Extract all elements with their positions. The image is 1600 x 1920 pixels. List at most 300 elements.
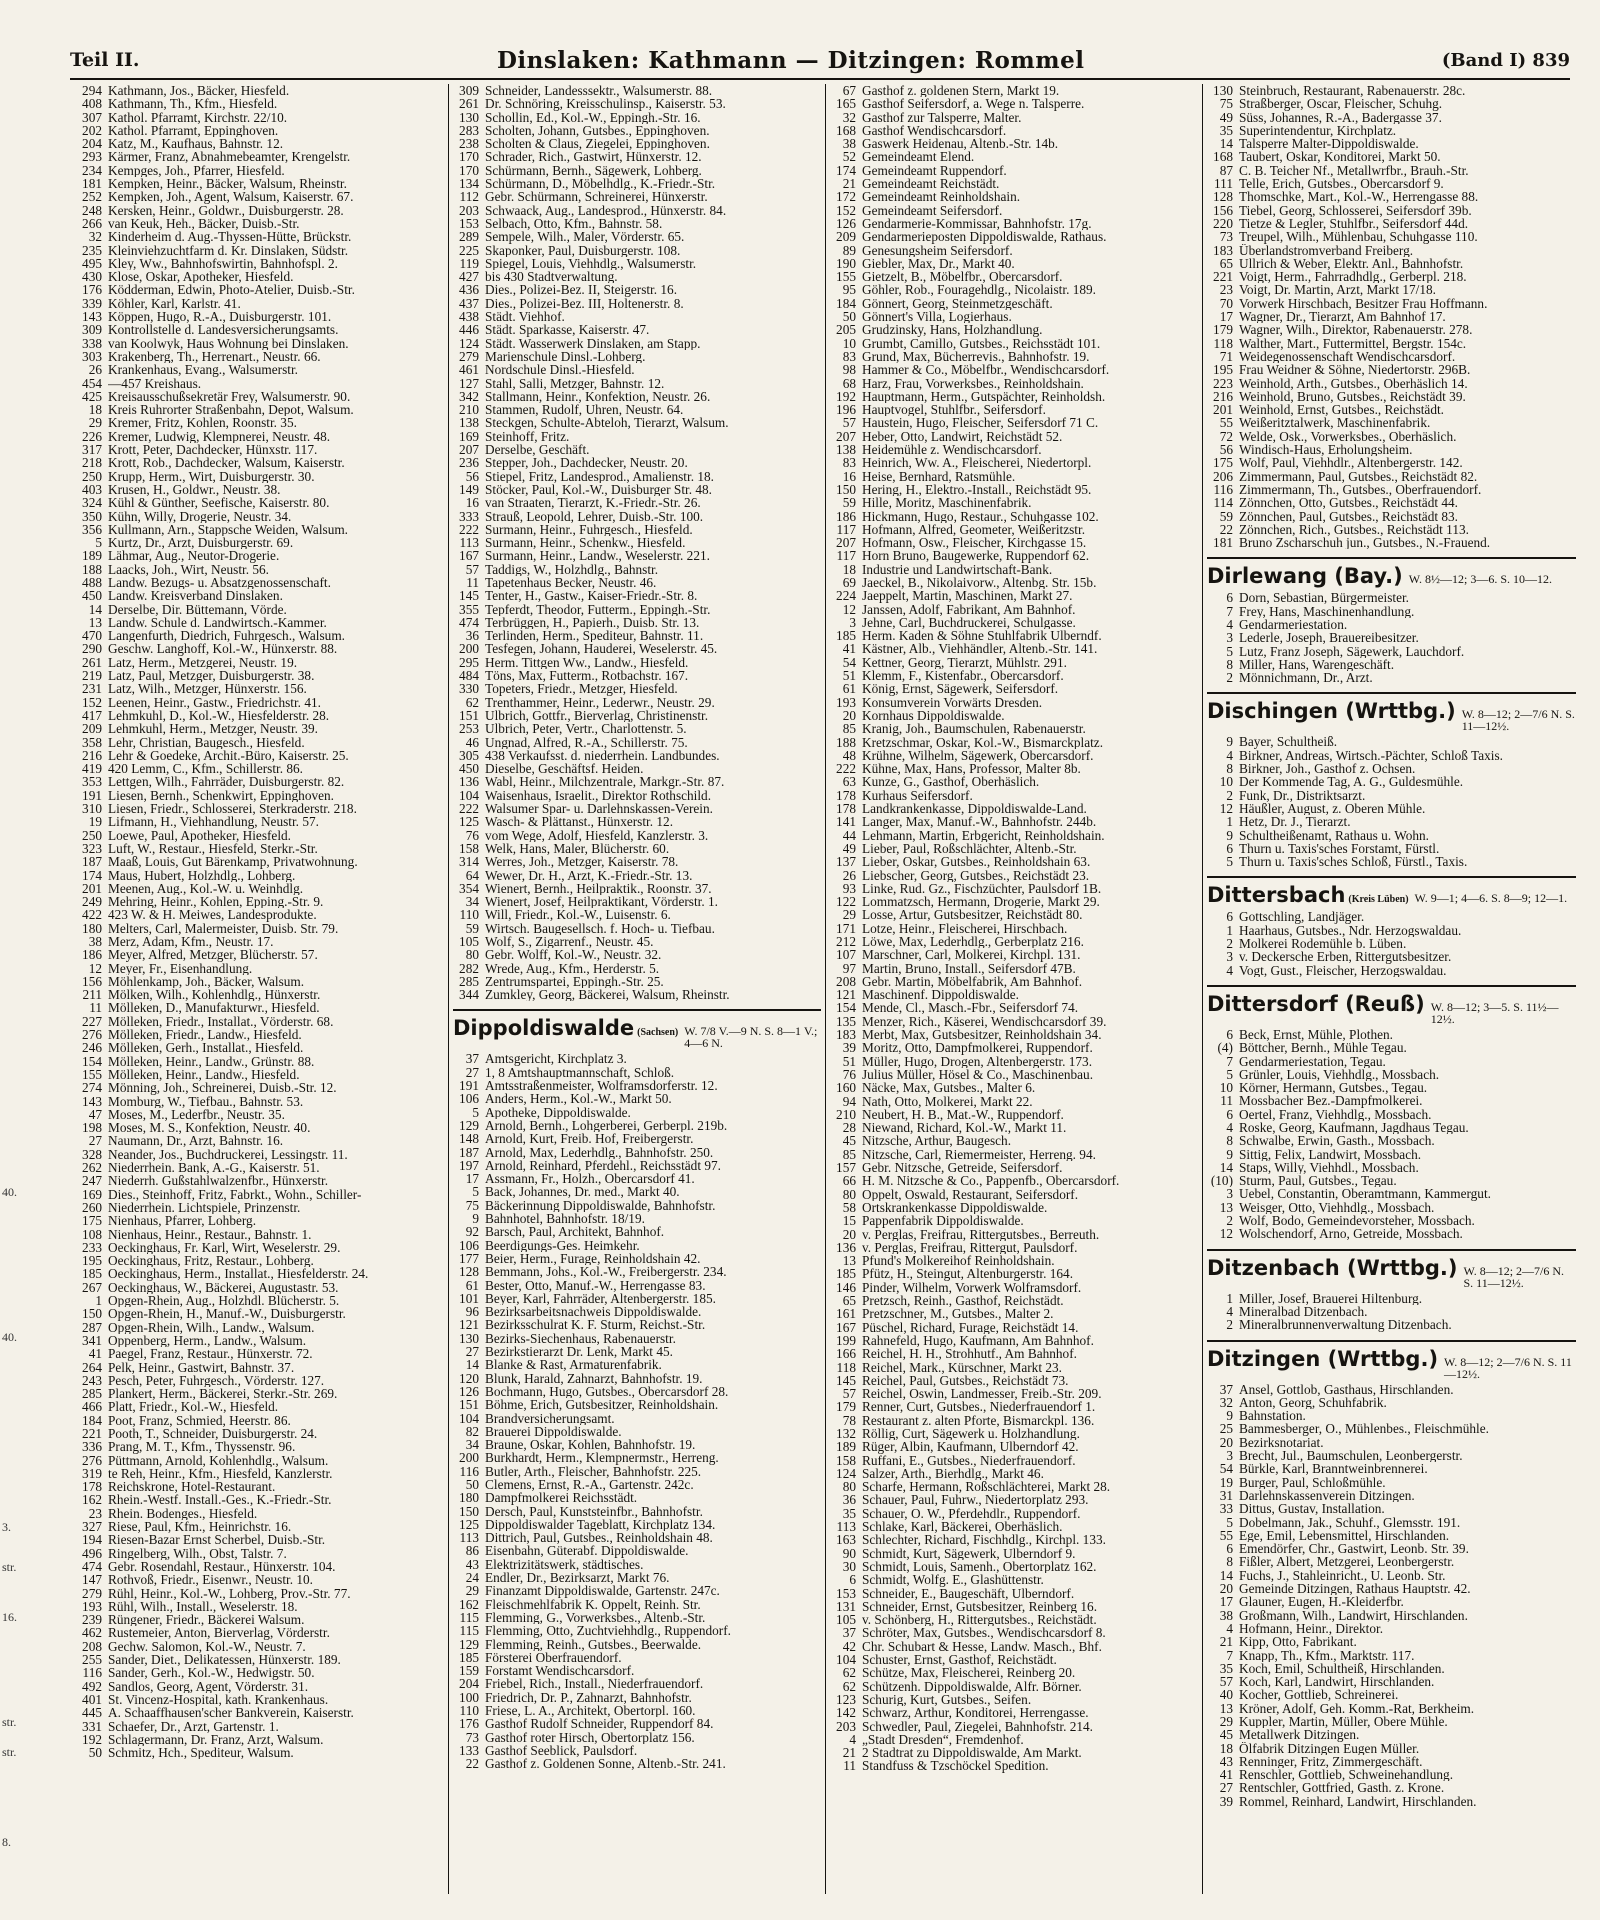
margin-mark: 8.: [2, 1835, 11, 1849]
listing-entry: [76, 1467, 444, 1480]
phone-number: 18: [1219, 1741, 1233, 1755]
listing-entry: [76, 390, 444, 403]
listing-entry: [1207, 815, 1576, 828]
subscriber-name: Bezirksarbeitsnachweis Dippoldiswalde.: [485, 1305, 702, 1319]
listing-entry: [830, 1653, 1198, 1666]
listing-entry: [830, 1414, 1198, 1427]
subscriber-name: Weisger, Otto, Viehhdlg., Mossbach.: [1239, 1200, 1435, 1215]
subscriber-name: Bester, Otto, Manuf.-W., Herrengasse 83.: [485, 1278, 706, 1292]
subscriber-name: Landw. Bezugs- u. Absatzgenossenschaft.: [108, 575, 331, 590]
listing-entry: [830, 1307, 1198, 1320]
phone-number: 234: [82, 163, 102, 178]
subscriber-name: Luft, W., Restaur., Hiesfeld, Sterkr.-Str.: [108, 841, 318, 856]
listing-entry: [76, 1374, 444, 1387]
phone-number: 17: [1219, 310, 1233, 324]
subscriber-name: Gönnert, Georg, Steinmetzgeschäft.: [862, 296, 1053, 311]
listing-entry: [453, 416, 821, 429]
place-heading: [1207, 557, 1576, 588]
phone-number: 76: [465, 828, 479, 842]
listing-entry: [830, 962, 1198, 975]
listing-entry: [1207, 416, 1576, 429]
subscriber-name: Ege, Emil, Lebensmittel, Hirschlanden.: [1239, 1528, 1450, 1543]
phone-number: 58: [842, 1200, 856, 1215]
place-name: Ditzenbach (Wrttbg.): [1207, 1255, 1458, 1280]
subscriber-name: Kremer, Fritz, Kohlen, Roonstr. 35.: [108, 416, 297, 430]
subscriber-name: v. Perglas, Freifrau, Rittergutsbes., Berreuth.: [862, 1227, 1100, 1241]
subscriber-name: Tiebel, Georg, Schlosserei, Seifersdorf 39b.: [1239, 203, 1472, 217]
phone-number: 4: [849, 1732, 856, 1747]
listing-entry: [453, 576, 821, 589]
subscriber-name: Kathmann, Jos., Bäcker, Hiesfeld.: [108, 84, 290, 98]
phone-number: 430: [82, 270, 102, 284]
subscriber-name: Marschner, Carl, Molkerei, Kirchpl. 131.: [862, 948, 1081, 962]
subscriber-name: Surmann, Heinr., Fuhrgesch., Hiesfeld.: [485, 522, 693, 537]
phone-number: 261: [459, 97, 479, 111]
listing-entry: [453, 975, 821, 988]
listing-entry: [830, 350, 1198, 363]
phone-number: 174: [82, 868, 102, 882]
phone-number: 9: [1226, 1147, 1233, 1161]
listing-entry: [76, 124, 444, 137]
phone-number: 323: [82, 841, 102, 856]
subscriber-name: Weißeritztalwerk, Maschinenfabrik.: [1239, 416, 1431, 430]
phone-number: 30: [842, 1559, 856, 1574]
subscriber-name: Ullrich & Weber, Elektr. Anl., Bahnhofstr.: [1239, 256, 1464, 271]
office-hours: W. 8—12; 3—5. S. 11½—12½.: [1430, 999, 1559, 1026]
listing-entry: [1207, 124, 1576, 137]
listing-entry: [1207, 1121, 1576, 1134]
listing-entry: [830, 1573, 1198, 1586]
subscriber-name: Schneider, Landesssektr., Walsumerstr. 88.: [485, 84, 713, 98]
subscriber-name: Wolschendorf, Arno, Getreide, Mossbach.: [1239, 1227, 1463, 1241]
subscriber-name: Dittrich, Paul, Gutsbes., Reinholdshain 48.: [485, 1531, 713, 1545]
phone-number: 104: [836, 1653, 856, 1667]
subscriber-name: „Stadt Dresden“, Fremdenhof.: [862, 1732, 1024, 1747]
phone-number: 72: [1219, 429, 1233, 444]
listing-entry: [830, 1613, 1198, 1626]
listing-entry: [76, 150, 444, 163]
listing-entry: [1207, 84, 1576, 97]
listing-entry: [830, 762, 1198, 775]
phone-number: 324: [82, 496, 102, 510]
listing-entry: [830, 1321, 1198, 1334]
listing-entry: [1207, 1462, 1576, 1475]
listing-entry: [1207, 658, 1576, 671]
listing-entry: [453, 443, 821, 456]
subscriber-name: Gebr. Nitzsche, Getreide, Seifersdorf.: [862, 1161, 1063, 1175]
phone-number: 100: [459, 1690, 479, 1705]
subscriber-name: Göhler, Rob., Fouragehdlg., Nicolaistr. 189.: [862, 283, 1096, 297]
listing-entry: [830, 297, 1198, 310]
listing-entry: [830, 1547, 1198, 1560]
phone-number: 9: [1226, 828, 1233, 842]
phone-number: 4: [1226, 1621, 1233, 1636]
subscriber-name: Opgen-Rhein, Aug., Holzhdl. Blücherstr. 5.: [108, 1294, 340, 1308]
listing-entry: [830, 257, 1198, 270]
subscriber-name: Hille, Moritz, Maschinenfabrik.: [862, 496, 1032, 510]
office-hours: W. 8—12; 2—7/6 N. S. 11—12½.: [1444, 1354, 1572, 1381]
listing-entry: [453, 1677, 821, 1690]
subscriber-name: Niederrhein. Bank, A.-G., Kaiserstr. 51.: [108, 1161, 320, 1175]
phone-number: 130: [459, 110, 479, 124]
listing-entry: [830, 829, 1198, 842]
phone-number: 169: [459, 429, 479, 444]
office-hours: W. 9—1; 4—6. S. 8—9; 12—1.: [1414, 891, 1568, 906]
phone-number: 266: [82, 216, 102, 231]
subscriber-name: Dorn, Sebastian, Bürgermeister.: [1239, 591, 1409, 605]
phone-number: 204: [82, 137, 102, 151]
subscriber-name: Liesen, Friedr., Schlosserei, Sterkraderstr. 218.: [108, 802, 357, 816]
listing-entry: [1207, 1409, 1576, 1422]
place-heading: [1207, 876, 1576, 907]
subscriber-name: Elektrizitätswerk, städtisches.: [485, 1557, 644, 1572]
phone-number: 186: [836, 509, 856, 523]
phone-number: 119: [459, 256, 479, 271]
listing-entry: [830, 922, 1198, 935]
phone-number: 438: [459, 310, 479, 324]
phone-number: 54: [1219, 1462, 1233, 1476]
listing-entry: [830, 111, 1198, 124]
listing-entry: [830, 709, 1198, 722]
subscriber-name: Schollin, Ed., Kol.-W., Eppingh.-Str. 16.: [485, 110, 701, 124]
subscriber-name: Forstamt Wendischcarsdorf.: [485, 1664, 635, 1678]
phone-number: 13: [1219, 1200, 1233, 1215]
phone-number: 187: [459, 1145, 479, 1159]
subscriber-name: Amtsstraßenmeister, Wolframsdorferstr. 12.: [485, 1079, 718, 1093]
listing-entry: [76, 470, 444, 483]
phone-number: 236: [459, 456, 479, 470]
phone-number: 203: [459, 203, 479, 217]
subscriber-name: Nath, Otto, Molkerei, Markt 22.: [862, 1094, 1033, 1108]
phone-number: 96: [465, 1305, 479, 1319]
subscriber-name: Möhlenkamp, Joh., Bäcker, Walsum.: [108, 974, 305, 989]
phone-number: 21: [842, 1746, 856, 1760]
listing-entry: [830, 1028, 1198, 1041]
margin-mark: 40.: [2, 1330, 17, 1344]
subscriber-name: Kersken, Heinr., Goldwr., Duisburgerstr. 28.: [108, 203, 344, 217]
subscriber-name: Heber, Otto, Landwirt, Reichstädt 52.: [862, 429, 1063, 444]
listing-entry: [453, 669, 821, 682]
subscriber-name: Derselbe, Geschäft.: [485, 443, 590, 457]
listing-entry: [830, 882, 1198, 895]
phone-number: 191: [82, 788, 102, 803]
listing-entry: [76, 908, 444, 921]
listing-entry: [1207, 1516, 1576, 1529]
phone-number: 446: [459, 323, 479, 337]
phone-number: 5: [472, 1105, 479, 1119]
subscriber-name: vom Wege, Adolf, Hiesfeld, Kanzlerstr. 3.: [485, 828, 709, 842]
subscriber-name: Sturm, Paul, Gutsbes., Tegau.: [1239, 1174, 1397, 1188]
listing-entry: [76, 1148, 444, 1161]
listing-entry: [76, 270, 444, 283]
subscriber-name: Mölleken, D., Manufakturwr., Hiesfeld.: [108, 1001, 320, 1015]
phone-number: 209: [836, 230, 856, 244]
phone-number: 2: [1226, 788, 1233, 802]
phone-number: 167: [459, 549, 479, 563]
subscriber-name: Burger, Paul, Schloßmühle.: [1239, 1475, 1386, 1489]
phone-number: 108: [82, 1227, 102, 1241]
listing-entry: [1207, 1449, 1576, 1462]
listing-entry: [830, 895, 1198, 908]
listing-entry: [453, 563, 821, 576]
listing-entry: [1207, 483, 1576, 496]
phone-number: 22: [465, 1757, 479, 1771]
listing-entry: [1207, 1383, 1576, 1396]
phone-number: 136: [836, 1240, 856, 1255]
subscriber-name: Eisenbahn, Güterabf. Dippoldiswalde.: [485, 1544, 689, 1558]
margin-mark: str.: [2, 1715, 17, 1729]
subscriber-name: Hauptmann, Herm., Gutspächter, Reinholdsh.: [862, 389, 1106, 404]
phone-number: 104: [459, 788, 479, 803]
phone-number: 450: [459, 762, 479, 776]
listing-entry: [76, 1600, 444, 1613]
phone-number: 167: [836, 1320, 856, 1334]
listing-entry: [453, 1212, 821, 1225]
phone-number: 8: [1226, 1555, 1233, 1569]
listing-entry: [76, 1321, 444, 1334]
phone-number: 248: [82, 203, 102, 217]
phone-number: 157: [836, 1161, 856, 1175]
listing-entry: [76, 1041, 444, 1054]
subscriber-name: Gebr. Wolff, Kol.-W., Neustr. 32.: [485, 948, 662, 962]
office-hours: W. 7/8 V.—9 N. S. 8—1 V.; 4—6 N.: [684, 1024, 818, 1051]
phone-number: 82: [465, 1424, 479, 1439]
listing-entry: [76, 363, 444, 376]
listing-entry: [830, 1480, 1198, 1493]
phone-number: 69: [842, 575, 856, 590]
phone-number: 86: [465, 1544, 479, 1558]
phone-number: 4: [1226, 963, 1233, 977]
phone-number: 110: [459, 908, 479, 922]
listing-entry: [76, 962, 444, 975]
phone-number: 355: [459, 602, 479, 616]
listing-entry: [830, 363, 1198, 376]
listing-entry: [830, 1587, 1198, 1600]
phone-number: 22: [1219, 522, 1233, 537]
phone-number: 5: [1226, 855, 1233, 869]
listing-entry: [1207, 323, 1576, 336]
listing-entry: [1207, 310, 1576, 323]
subscriber-name: Blanke & Rast, Armaturenfabrik.: [485, 1358, 662, 1372]
listing-entry: [76, 283, 444, 296]
phone-number: (4): [1217, 1041, 1233, 1055]
subscriber-name: Kühl & Günther, Seefische, Kaiserstr. 80.: [108, 496, 330, 510]
phone-number: 211: [82, 988, 102, 1002]
listing-entry: [1207, 1702, 1576, 1715]
subscriber-name: Friebel, Rich., Install., Niederfrauendorf.: [485, 1677, 704, 1691]
listing-entry: [76, 576, 444, 589]
phone-number: 294: [82, 84, 102, 98]
listing-entry: [830, 337, 1198, 350]
subscriber-name: Oertel, Franz, Viehhdlg., Mossbach.: [1239, 1107, 1432, 1121]
phone-number: 95: [842, 283, 856, 297]
listing-entry: [453, 962, 821, 975]
subscriber-name: Grünler, Louis, Viehhdlg., Mossbach.: [1239, 1067, 1440, 1082]
subscriber-name: Reichel, Paul, Gutsbes., Reichstädt 73.: [862, 1373, 1069, 1388]
phone-number: 112: [459, 190, 479, 204]
listing-entry: [830, 1520, 1198, 1533]
listing-entry: [76, 762, 444, 775]
subscriber-name: Kocher, Gottlieb, Schreinerei.: [1239, 1688, 1399, 1702]
phone-number: 408: [82, 97, 102, 111]
listing-entry: [830, 1746, 1198, 1759]
listing-entry: [76, 297, 444, 310]
subscriber-name: Hering, H., Elektro.-Install., Reichstädt 95.: [862, 482, 1092, 497]
phone-number: 73: [465, 1730, 479, 1744]
subscriber-name: Rüngener, Friedr., Bäckerei Walsum.: [108, 1613, 305, 1627]
listing-entry: [1207, 1318, 1576, 1331]
listing-entry: [76, 709, 444, 722]
phone-number: 148: [459, 1132, 479, 1146]
listing-entry: [830, 1467, 1198, 1480]
listing-entry: [453, 709, 821, 722]
subscriber-name: Bahnhotel, Bahnhofstr. 18/19.: [485, 1212, 645, 1226]
listing-entry: [1207, 1635, 1576, 1648]
subscriber-name: Gasthof roter Hirsch, Obertorplatz 156.: [485, 1730, 695, 1744]
listing-entry: [453, 164, 821, 177]
listing-entry: [1207, 1094, 1576, 1107]
phone-number: 16: [465, 496, 479, 510]
phone-number: 50: [465, 1477, 479, 1492]
phone-number: 32: [842, 110, 856, 124]
subscriber-name: Reichel, Mark., Kürschner, Markt 23.: [862, 1360, 1062, 1374]
listing-entry: [1207, 1768, 1576, 1781]
subscriber-name: Überlandstromverband Freiberg.: [1239, 243, 1414, 257]
subscriber-name: Tapetenhaus Becker, Neustr. 46.: [485, 575, 657, 590]
phone-number: 5: [1226, 1067, 1233, 1082]
phone-number: 156: [1213, 203, 1233, 217]
phone-number: 129: [459, 1118, 479, 1133]
phone-number: 274: [82, 1081, 102, 1095]
phone-number: 192: [82, 1732, 102, 1747]
phone-number: 203: [836, 1719, 856, 1733]
phone-number: 106: [459, 1092, 479, 1106]
subscriber-name: Heinrich, Ww. A., Fleischerei, Niedertorpl.: [862, 456, 1092, 470]
phone-number: 115: [459, 1610, 479, 1625]
listing-entry: [453, 1239, 821, 1252]
listing-entry: [830, 1400, 1198, 1413]
office-hours: W. 8—12; 2—7/6 N. S. 11—12½.: [1463, 1263, 1565, 1290]
subscriber-name: Scharfe, Hermann, Roßschlächterei, Markt 28.: [862, 1480, 1111, 1494]
listing-entry: [453, 1704, 821, 1717]
subscriber-name: Lehr & Goedeke, Archit.-Büro, Kaiserstr. 25.: [108, 748, 349, 763]
listing-entry: [453, 1265, 821, 1278]
listing-entry: [76, 1188, 444, 1201]
listing-entry: [453, 337, 821, 350]
phone-number: 470: [82, 629, 102, 643]
subscriber-name: Bezirkstierarzt Dr. Lenk, Markt 45.: [485, 1345, 673, 1359]
listing-entry: [76, 935, 444, 948]
listing-entry: [830, 1733, 1198, 1746]
phone-number: 222: [459, 802, 479, 816]
subscriber-name: Kullmann, Arn., Stappsche Weiden, Walsum.: [108, 522, 349, 537]
subscriber-name: Schmidt, Louis, Samenh., Obertorplatz 162.: [862, 1559, 1097, 1574]
subscriber-name: Walther, Mart., Futtermittel, Bergstr. 154c.: [1239, 336, 1467, 350]
phone-number: 133: [459, 1743, 479, 1758]
subscriber-name: Jaeppelt, Martin, Maschinen, Markt 27.: [862, 589, 1073, 603]
subscriber-name: Losse, Artur, Gutsbesitzer, Reichstädt 80.: [862, 908, 1083, 922]
listing-entry: [76, 217, 444, 230]
listing-entry: [76, 1068, 444, 1081]
subscriber-name: Dampfmolkerei Reichsstädt.: [485, 1491, 638, 1505]
phone-number: 185: [836, 629, 856, 643]
listing-entry: [76, 1520, 444, 1533]
subscriber-name: Ruffani, E., Gutsbes., Niederfrauendorf.: [862, 1453, 1076, 1467]
listing-entry: [1207, 1161, 1576, 1174]
listing-entry: [830, 842, 1198, 855]
subscriber-name: Merbt, Max, Gutsbesitzer, Reinholdshain 34.: [862, 1028, 1102, 1042]
listing-entry: [1207, 1595, 1576, 1608]
phone-number: 10: [1219, 1081, 1233, 1095]
listing-entry: [453, 1398, 821, 1411]
phone-number: 264: [82, 1360, 102, 1374]
listing-entry: [1207, 749, 1576, 762]
listing-entry: [76, 1746, 444, 1759]
phone-number: 28: [842, 1121, 856, 1135]
listing-entry: [76, 1347, 444, 1360]
phone-number: 142: [836, 1706, 856, 1720]
listing-entry: [76, 1573, 444, 1586]
listing-entry: [453, 523, 821, 536]
listing-entry: [830, 855, 1198, 868]
listing-entry: [453, 1664, 821, 1677]
subscriber-name: Kreis Ruhrorter Straßenbahn, Depot, Walsum.: [108, 403, 354, 417]
phone-number: 127: [459, 376, 479, 390]
listing-entry: [1207, 924, 1576, 937]
phone-number: 197: [459, 1158, 479, 1173]
listing-entry: [1207, 1489, 1576, 1502]
listing-entry: [76, 869, 444, 882]
listing-entry: [453, 589, 821, 602]
listing-entry: [76, 257, 444, 270]
phone-number: 55: [1219, 416, 1233, 430]
phone-number: 27: [465, 1065, 479, 1080]
listing-entry: [76, 97, 444, 110]
listing-entry: [1207, 842, 1576, 855]
listing-entry: [76, 1427, 444, 1440]
listing-entry: [1207, 510, 1576, 523]
listing-entry: [76, 642, 444, 655]
phone-number: 49: [1219, 110, 1233, 124]
listing-entry: [76, 1241, 444, 1254]
subscriber-name: Tesfegen, Johann, Hauderei, Weselerstr. 45.: [485, 642, 718, 656]
phone-number: 80: [465, 948, 479, 962]
listing-entry: [453, 789, 821, 802]
subscriber-name: Gechw. Salomon, Kol.-W., Neustr. 7.: [108, 1639, 306, 1654]
listing-entry: [1207, 1081, 1576, 1094]
phone-number: 220: [1213, 216, 1233, 231]
phone-number: 29: [842, 908, 856, 922]
phone-number: 41: [842, 642, 856, 656]
subscriber-name: Kempken, Joh., Agent, Walsum, Kaiserstr. 67.: [108, 190, 354, 204]
subscriber-name: Pfund's Molkereihof Reinholdshain.: [862, 1254, 1055, 1268]
phone-number: 147: [82, 1573, 102, 1587]
phone-number: 474: [82, 1559, 102, 1574]
phone-number: 56: [1219, 443, 1233, 457]
listing-entry: [453, 948, 821, 961]
listing-entry: [453, 137, 821, 150]
subscriber-name: Lieber, Paul, Roßschlächter, Altenb.-Str.: [862, 841, 1077, 856]
phone-number: 152: [82, 695, 102, 709]
subscriber-name: Kipp, Otto, Fabrikant.: [1239, 1635, 1357, 1649]
listing-entry: [1207, 1028, 1576, 1041]
subscriber-name: Landw. Kreisverband Dinslaken.: [108, 589, 283, 603]
listing-entry: [1207, 111, 1576, 124]
place-heading: [1207, 1249, 1576, 1289]
phone-number: 283: [459, 123, 479, 138]
listing-entry: [830, 137, 1198, 150]
listing-entry: [76, 736, 444, 749]
